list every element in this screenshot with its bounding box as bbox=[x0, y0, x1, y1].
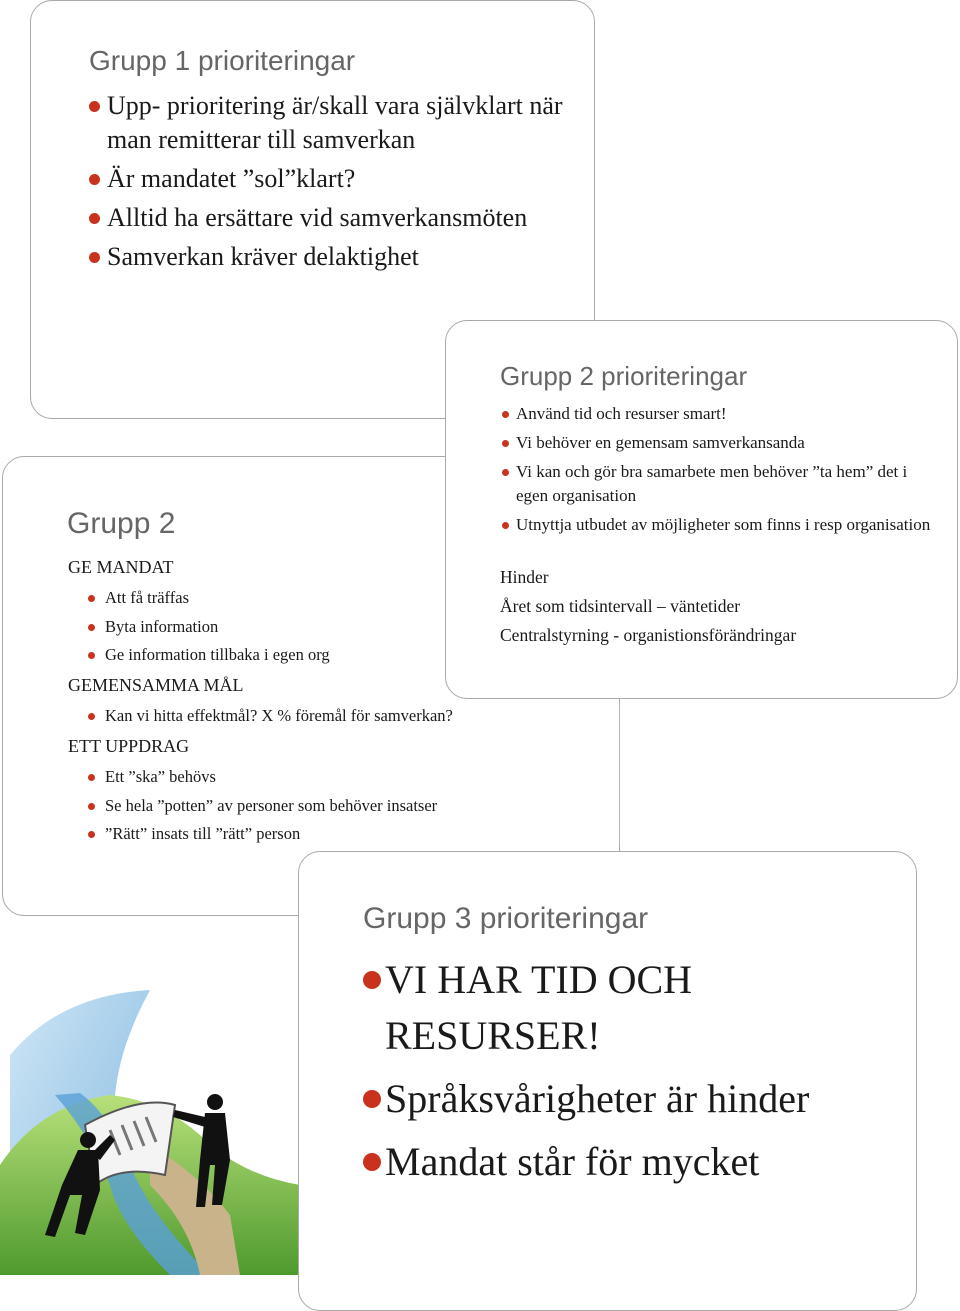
bullet-dot-icon bbox=[363, 1153, 381, 1171]
list-item: Språksvårigheter är hinder bbox=[363, 1071, 883, 1127]
bullet-list bbox=[88, 706, 608, 735]
text-line-hinder: Hinder bbox=[500, 567, 549, 587]
bullet-dot-icon bbox=[88, 595, 95, 602]
bullet-list bbox=[363, 952, 883, 1197]
bullet-dot-icon bbox=[502, 469, 509, 476]
bullet-dot-icon bbox=[502, 522, 509, 529]
list-item: Vi kan och gör bra samarbete men behöver ”ta hem” det i egen organisation bbox=[502, 460, 942, 508]
text-line: Centralstyrning - organistionsförändringar bbox=[500, 625, 797, 645]
list-item: ”Rätt” insats till ”rätt” person bbox=[88, 824, 608, 844]
business-people-clipart-icon bbox=[0, 985, 300, 1275]
bullet-dot-icon bbox=[89, 252, 100, 263]
slide-title: Grupp 3 prioriteringar bbox=[363, 902, 649, 935]
list-item: Ett ”ska” behövs bbox=[88, 767, 608, 787]
list-item: Ge information tillbaka i egen org bbox=[88, 645, 608, 665]
slide-title: Grupp 2 bbox=[67, 507, 176, 540]
slide-title: Grupp 1 prioriteringar bbox=[89, 45, 356, 76]
list-item: VI HAR TID OCH RESURSER! bbox=[363, 952, 883, 1064]
slide-title: Grupp 2 prioriteringar bbox=[500, 361, 748, 391]
divider bbox=[619, 704, 620, 846]
bullet-dot-icon bbox=[89, 174, 100, 185]
list-item: Samverkan kräver delaktighet bbox=[89, 240, 569, 274]
list-item: Använd tid och resurser smart! bbox=[502, 402, 942, 426]
bullet-dot-icon bbox=[88, 652, 95, 659]
list-item: Utnyttja utbudet av möjligheter som finns i resp organisation bbox=[502, 513, 942, 537]
bullet-dot-icon bbox=[88, 713, 95, 720]
bullet-dot-icon bbox=[89, 101, 100, 112]
list-item: Är mandatet ”sol”klart? bbox=[89, 162, 569, 196]
bullet-dot-icon bbox=[88, 803, 95, 810]
list-item: Byta information bbox=[88, 617, 608, 637]
bullet-list bbox=[502, 402, 942, 542]
bullet-dot-icon bbox=[363, 971, 381, 989]
list-item: Att få träffas bbox=[88, 588, 608, 608]
list-item: Upp- prioritering är/skall vara självklart när man remitterar till samverkan bbox=[89, 89, 569, 157]
list-item: Mandat står för mycket bbox=[363, 1134, 883, 1190]
bullet-list bbox=[89, 89, 569, 279]
bullet-dot-icon bbox=[88, 774, 95, 781]
bullet-dot-icon bbox=[363, 1090, 381, 1108]
slide-grupp-3-prioriteringar bbox=[298, 851, 917, 1311]
section-heading: GEMENSAMMA MÅL bbox=[68, 675, 244, 695]
list-item: Se hela ”potten” av personer som behöver insatser bbox=[88, 796, 608, 816]
bullet-list bbox=[88, 767, 608, 853]
bullet-dot-icon bbox=[89, 213, 100, 224]
list-item: Vi behöver en gemensam samverkansanda bbox=[502, 431, 942, 455]
bullet-dot-icon bbox=[88, 831, 95, 838]
slide-grupp-2-prioriteringar bbox=[445, 320, 958, 699]
list-item: Kan vi hitta effektmål? X % föremål för samverkan? bbox=[88, 706, 608, 726]
bullet-dot-icon bbox=[88, 624, 95, 631]
section-heading: GE MANDAT bbox=[68, 557, 174, 577]
section-heading: ETT UPPDRAG bbox=[68, 736, 190, 756]
bullet-dot-icon bbox=[502, 440, 509, 447]
list-item: Alltid ha ersättare vid samverkansmöten bbox=[89, 201, 569, 235]
bullet-dot-icon bbox=[502, 411, 509, 418]
text-line: Året som tidsintervall – väntetider bbox=[500, 596, 741, 616]
